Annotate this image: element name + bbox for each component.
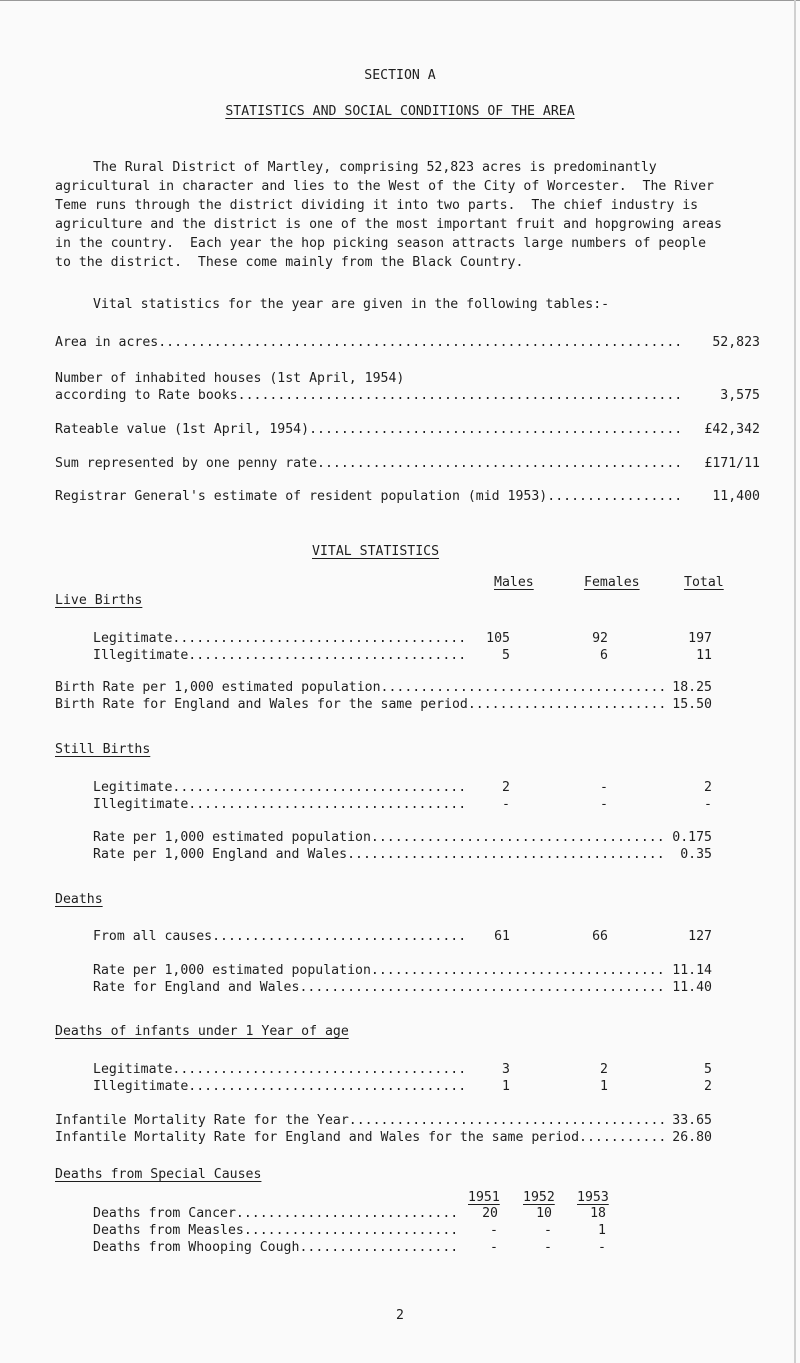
row-label: From all causes bbox=[93, 929, 213, 944]
col-header-females: Females bbox=[584, 575, 640, 590]
infant-deaths-heading: Deaths of infants under 1 Year of age bbox=[55, 1024, 349, 1039]
total-value: 127 bbox=[688, 929, 712, 944]
rate-row bbox=[55, 1130, 715, 1146]
year-header: 1951 bbox=[468, 1190, 500, 1205]
stat-row-rateable bbox=[55, 422, 715, 438]
rate-label: Rate per 1,000 England and Wales bbox=[93, 847, 348, 862]
infant-deaths-row bbox=[93, 1079, 503, 1095]
rate-value: 11.40 bbox=[665, 980, 712, 996]
stat-row-area bbox=[55, 335, 715, 351]
stat-row-penny-rate bbox=[55, 456, 715, 472]
females-value: 92 bbox=[592, 631, 608, 646]
males-value: 3 bbox=[468, 1062, 510, 1078]
row-label: Legitimate bbox=[93, 1062, 173, 1077]
live-births-row bbox=[93, 631, 503, 647]
total-value: - bbox=[704, 797, 712, 812]
stat-value: £42,342 bbox=[685, 422, 760, 438]
total-value: 5 bbox=[704, 1062, 712, 1077]
stat-row-population bbox=[55, 489, 715, 505]
intro-line: agricultural in character and lies to the West of the City of Worcester. The River bbox=[55, 179, 714, 194]
rate-value: 15.50 bbox=[665, 697, 712, 713]
year-value: - bbox=[460, 1240, 498, 1256]
col-header-total: Total bbox=[684, 575, 724, 590]
live-births-row bbox=[93, 648, 503, 664]
still-births-row bbox=[93, 780, 503, 796]
rate-row bbox=[55, 697, 715, 713]
year-header: 1953 bbox=[577, 1190, 609, 1205]
stat-value: £171/11 bbox=[685, 456, 760, 472]
stat-label: Registrar General's estimate of resident population (mid 1953) bbox=[55, 489, 548, 504]
special-causes-heading: Deaths from Special Causes bbox=[55, 1167, 262, 1182]
special-row bbox=[93, 1240, 473, 1256]
rate-label: Rate for England and Wales bbox=[93, 980, 300, 995]
females-value: 66 bbox=[592, 929, 608, 944]
stat-value: 11,400 bbox=[685, 489, 760, 505]
year-header: 1952 bbox=[523, 1190, 555, 1205]
rate-value: 18.25 bbox=[665, 680, 712, 696]
males-value: 61 bbox=[468, 929, 510, 945]
section-title: SECTION A bbox=[364, 68, 436, 83]
scan-right-edge bbox=[794, 0, 796, 1363]
live-births-heading: Live Births bbox=[55, 593, 143, 608]
deaths-row bbox=[93, 929, 503, 945]
rate-label: Rate per 1,000 estimated population bbox=[93, 830, 371, 845]
rate-value: 0.175 bbox=[665, 830, 712, 846]
still-births-heading: Still Births bbox=[55, 742, 151, 757]
year-value: - bbox=[598, 1240, 606, 1255]
females-value: 2 bbox=[600, 1062, 608, 1077]
males-value: 105 bbox=[468, 631, 510, 647]
intro-line: in the country. Each year the hop picking season attracts large numbers of people bbox=[55, 236, 707, 251]
males-value: 1 bbox=[468, 1079, 510, 1095]
stat-value: 3,575 bbox=[685, 388, 760, 404]
rate-row bbox=[93, 830, 715, 846]
total-value: 2 bbox=[704, 1079, 712, 1094]
rate-row bbox=[93, 980, 715, 996]
rate-row bbox=[93, 963, 715, 979]
rate-value: 0.35 bbox=[665, 847, 712, 863]
rate-label: Infantile Mortality Rate for England and Wales for the same period bbox=[55, 1130, 580, 1145]
row-label: Legitimate bbox=[93, 780, 173, 795]
males-value: 5 bbox=[468, 648, 510, 664]
special-row bbox=[93, 1206, 473, 1222]
stat-value: 52,823 bbox=[685, 335, 760, 351]
males-value: 2 bbox=[468, 780, 510, 796]
year-value: - bbox=[544, 1223, 552, 1238]
rate-row bbox=[55, 1113, 715, 1129]
rate-label: Rate per 1,000 estimated population bbox=[93, 963, 371, 978]
vital-intro: Vital statistics for the year are given in the following tables:- bbox=[93, 297, 610, 312]
year-value: 20 bbox=[460, 1206, 498, 1222]
females-value: 6 bbox=[600, 648, 608, 663]
scan-top-edge bbox=[0, 0, 800, 1]
deaths-heading: Deaths bbox=[55, 892, 103, 907]
page-number: 2 bbox=[396, 1308, 404, 1323]
females-value: 1 bbox=[600, 1079, 608, 1094]
stat-label: according to Rate books bbox=[55, 388, 238, 403]
rate-label: Birth Rate for England and Wales for the same period bbox=[55, 697, 468, 712]
intro-line: agriculture and the district is one of the most important fruit and hopgrowing areas bbox=[55, 217, 722, 232]
year-value: - bbox=[460, 1223, 498, 1239]
row-label: Illegitimate bbox=[93, 648, 189, 663]
rate-label: Infantile Mortality Rate for the Year bbox=[55, 1113, 349, 1128]
intro-line: Teme runs through the district dividing it into two parts. The chief industry is bbox=[55, 198, 699, 213]
still-births-row bbox=[93, 797, 503, 813]
stat-label-line1: Number of inhabited houses (1st April, 1954) bbox=[55, 371, 405, 386]
rate-value: 26.80 bbox=[665, 1130, 712, 1146]
intro-paragraph bbox=[55, 158, 755, 272]
vital-heading: VITAL STATISTICS bbox=[312, 544, 440, 559]
row-label: Deaths from Measles bbox=[93, 1223, 244, 1238]
rate-value: 33.65 bbox=[665, 1113, 712, 1129]
row-label: Legitimate bbox=[93, 631, 173, 646]
stat-label: Area in acres bbox=[55, 335, 159, 350]
males-value: - bbox=[468, 797, 510, 813]
rate-row bbox=[93, 847, 715, 863]
stat-label: Rateable value (1st April, 1954) bbox=[55, 422, 310, 437]
year-value: 18 bbox=[590, 1206, 606, 1221]
rate-label: Birth Rate per 1,000 estimated population bbox=[55, 680, 381, 695]
year-value: 1 bbox=[598, 1223, 606, 1238]
rate-row bbox=[55, 680, 715, 696]
stat-row-houses bbox=[55, 388, 715, 404]
stat-label: Sum represented by one penny rate bbox=[55, 456, 318, 471]
females-value: - bbox=[600, 797, 608, 812]
row-label: Illegitimate bbox=[93, 797, 189, 812]
section-subtitle: STATISTICS AND SOCIAL CONDITIONS OF THE AREA bbox=[225, 104, 575, 119]
total-value: 2 bbox=[704, 780, 712, 795]
females-value: - bbox=[600, 780, 608, 795]
row-label: Deaths from Whooping Cough bbox=[93, 1240, 300, 1255]
year-value: - bbox=[544, 1240, 552, 1255]
intro-line: to the district. These come mainly from the Black Country. bbox=[55, 255, 524, 270]
total-value: 197 bbox=[688, 631, 712, 646]
year-value: 10 bbox=[536, 1206, 552, 1221]
row-label: Deaths from Cancer bbox=[93, 1206, 236, 1221]
total-value: 11 bbox=[696, 648, 712, 663]
intro-line: The Rural District of Martley, comprising 52,823 acres is predominantly bbox=[93, 160, 657, 175]
rate-value: 11.14 bbox=[665, 963, 712, 979]
infant-deaths-row bbox=[93, 1062, 503, 1078]
row-label: Illegitimate bbox=[93, 1079, 189, 1094]
col-header-males: Males bbox=[494, 575, 534, 590]
special-row bbox=[93, 1223, 473, 1239]
